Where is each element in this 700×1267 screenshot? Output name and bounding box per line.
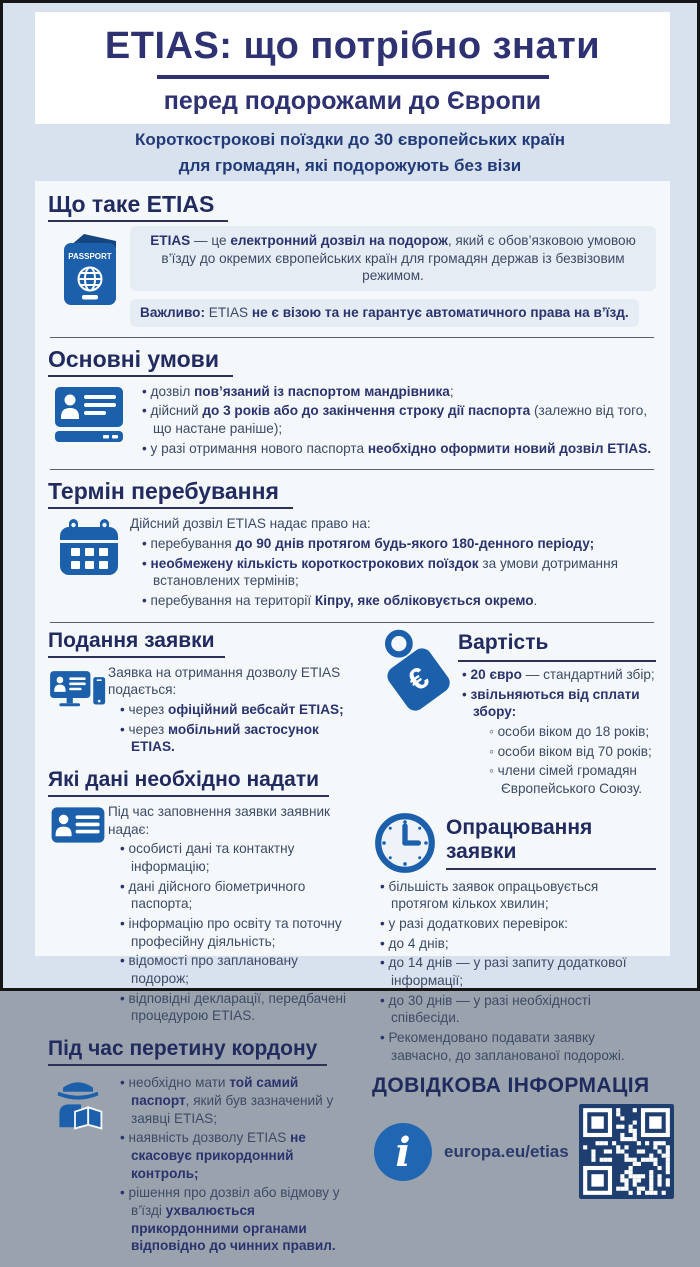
list-item: • Рекомендовано подавати заявку завчасно, до запланованої подорожі. [380, 1029, 656, 1064]
section-heading: Подання заявки [48, 629, 225, 658]
list-item: ◦ члени сімей громадян Європейського Союзу. [489, 762, 656, 797]
info-glyph: i [395, 1128, 411, 1176]
section-heading: Які дані необхідно надати [48, 768, 329, 797]
columns [48, 629, 656, 1267]
price-tag-icon [372, 625, 458, 725]
section-reference-info [372, 1074, 656, 1199]
clock-icon [372, 810, 438, 876]
list-item: ◦ особи віком до 18 років; [489, 723, 656, 741]
what-definition-box: ETIAS — це електронний дозвіл на подорож, який є обов’язковою умовою в’їзду до окремих європейських країн для громадян держав із безвізовим режимом. [130, 226, 656, 291]
list-item: • через офіційний вебсайт ETIAS; [120, 701, 356, 719]
section-heading: Під час перетину кордону [48, 1037, 327, 1066]
devices-icon [48, 662, 108, 728]
column-left [48, 629, 356, 1267]
list-item: • до 30 днів — у разі необхідності співбесіди. [380, 992, 656, 1027]
banner-line-1: Короткострокові поїздки до 30 європейських країн [134, 130, 566, 149]
calendar-icon [48, 513, 130, 579]
list-item: • необхідно мати той самий паспорт, який був зазначений у заявці ETIAS; [120, 1074, 356, 1127]
section-heading: Основні умови [48, 346, 233, 377]
section-divider [50, 622, 654, 623]
list-item: • необмежену кількість короткострокових поїздок за умови дотримання встановлених термінів; [142, 555, 656, 590]
data-intro: Під час заповнення заявки заявник надає: [108, 804, 330, 837]
section-heading: Термін перебування [48, 478, 293, 509]
page-subtitle: перед подорожами до Європи [163, 87, 542, 115]
section-cost [372, 629, 656, 800]
list-item: ◦ особи віком від 70 років; [489, 743, 656, 761]
apply-intro: Заявка на отримання дозволу ETIAS подається: [108, 664, 341, 698]
list-item: • у разі додаткових перевірок: [380, 915, 656, 933]
list-item: • рішення про дозвіл або відмову у в’їзді ухвалюється прикордонними органами відповідно до чинних правил. [120, 1184, 356, 1255]
title-rule [157, 75, 549, 79]
list-item: • через мобільний застосунок ETIAS. [120, 721, 356, 756]
section-heading: Опрацювання заявки [446, 816, 656, 870]
section-heading: Що таке ETIAS [48, 191, 228, 222]
list-item: • перебування до 90 днів протягом будь-якого 180-денного періоду; [142, 535, 656, 553]
banner-line-2: для громадян, які подорожують без візи [178, 155, 522, 175]
section-application [48, 629, 356, 758]
list-item: • дозвіл пов’язаний із паспортом мандрівника; [142, 383, 656, 401]
list-item: • відомості про заплановану подорож; [120, 952, 356, 987]
list-item: • звільняються від сплати збору: ◦ особи віком до 18 років; ◦ особи віком від 70 років; ◦ члени сімей громадян Європейського Союзу. [462, 686, 656, 798]
stay-intro: Дійсний дозвіл ETIAS надає право на: [130, 516, 371, 532]
title-card [35, 12, 670, 124]
list-item: • наявність дозволу ETIAS не скасовує прикордонний контроль; [120, 1129, 356, 1182]
section-border-crossing [48, 1037, 356, 1257]
section-divider [50, 337, 654, 338]
section-heading: Вартість [458, 629, 656, 662]
what-important-box: Важливо: ETIAS не є візою та не гарантує автоматичного права на в’їзд. [130, 299, 639, 327]
list-item: • особисті дані та контактну інформацію; [120, 840, 356, 875]
qr-code [579, 1104, 674, 1199]
section-basic-conditions [48, 344, 656, 460]
info-icon [372, 1121, 434, 1183]
border-officer-icon [48, 1070, 108, 1130]
section-heading: ДОВІДКОВА ІНФОРМАЦІЯ [372, 1074, 650, 1098]
id-card-icon [48, 381, 130, 443]
list-item: • до 14 днів — у разі запиту додаткової інформації; [380, 954, 656, 989]
list-item: • відповідні декларації, передбачені процедурою ETIAS. [120, 990, 356, 1025]
section-stay-duration [48, 476, 656, 611]
section-what-is-etias [48, 189, 656, 327]
list-item: • перебування на території Кіпру, яке обліковується окремо. [142, 592, 656, 610]
main-panel [35, 181, 670, 1254]
intro-banner [3, 124, 697, 181]
section-divider [50, 469, 654, 470]
page-title: ETIAS: що потрібно знати [104, 25, 601, 67]
svg-text:PASSPORT: PASSPORT [68, 252, 112, 261]
passport-icon [48, 226, 130, 310]
column-right [372, 629, 656, 1267]
list-item: • дані дійсного біометричного паспорта; [120, 878, 356, 913]
section-processing [372, 810, 656, 1065]
euro-glyph: € [401, 660, 436, 698]
id-card-icon [48, 801, 108, 845]
list-item: • до 4 днів; [380, 935, 656, 953]
list-item: • у разі отримання нового паспорта необхідно оформити новий дозвіл ETIAS. [142, 440, 656, 458]
section-required-data [48, 768, 356, 1027]
list-item: • більшість заявок опрацьовується протягом кількох хвилин; [380, 878, 656, 913]
list-item: • 20 євро — стандартний збір; [462, 666, 656, 684]
list-item: • дійсний до 3 років або до закінчення строку дії паспорта (залежно від того, що настане раніше); [142, 402, 656, 437]
etias-link: europa.eu/etias [444, 1141, 569, 1161]
list-item: • інформацію про освіту та поточну професійну діяльність; [120, 915, 356, 950]
